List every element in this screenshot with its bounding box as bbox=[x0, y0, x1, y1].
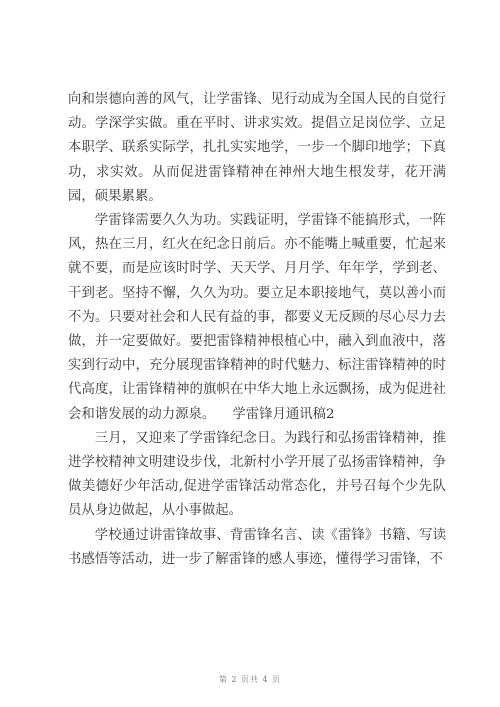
paragraph-4: 学校通过讲雷锋故事、背雷锋名言、读《雷锋》书籍、写读书感悟等活动，进一步了解雷锋的感人事迹，懂得学习雷锋，不 bbox=[68, 527, 446, 567]
page-number-footer: 第 2 页共 4 页 bbox=[218, 675, 282, 684]
document-body bbox=[68, 88, 446, 572]
paragraph-2: 学雷锋需要久久为功。实践证明，学雷锋不能搞形式，一阵风，热在三月，红火在纪念日前后。亦不能嘴上喊重要，忙起来就不要，而是应该时时学、天天学、月月学、年年学，学到老、干到老。坚持不懈，久久为功。要立足本职接地气，莫以善小而不为。只要对社会和人民有益的事，都要义无反顾的尽心尽力去做，并一定要做好。要把雷锋精神根植心中，融入到血液中，落实到行动中，充分展现雷锋精神的时代魅力、标注雷锋精神的时代高度，让雷锋精神的旗帜在中华大地上永远飘扬，成为促进社会和谐发展的动力源泉。 学雷锋月通讯稿2 bbox=[68, 213, 446, 422]
paragraph-1: 向和崇德向善的风气，让学雷锋、见行动成为全国人民的自觉行动。学深学实做。重在平时、讲求实效。提倡立足岗位学、立足本职学、联系实际学，扎扎实实地学，一步一个脚印地学；下真功，求实效。从而促进雷锋精神在神州大地生根发芽，花开满园，硕果累累。 bbox=[68, 92, 446, 204]
paragraph-3: 三月，又迎来了学雷锋纪念日。为践行和弘扬雷锋精神，推进学校精神文明建设步伐，北新村小学开展了弘扬雷锋精神，争做美德好少年活动,促进学雷锋活动常态化，并号召每个少先队员从身边做起，从小事做起。 bbox=[68, 430, 446, 519]
